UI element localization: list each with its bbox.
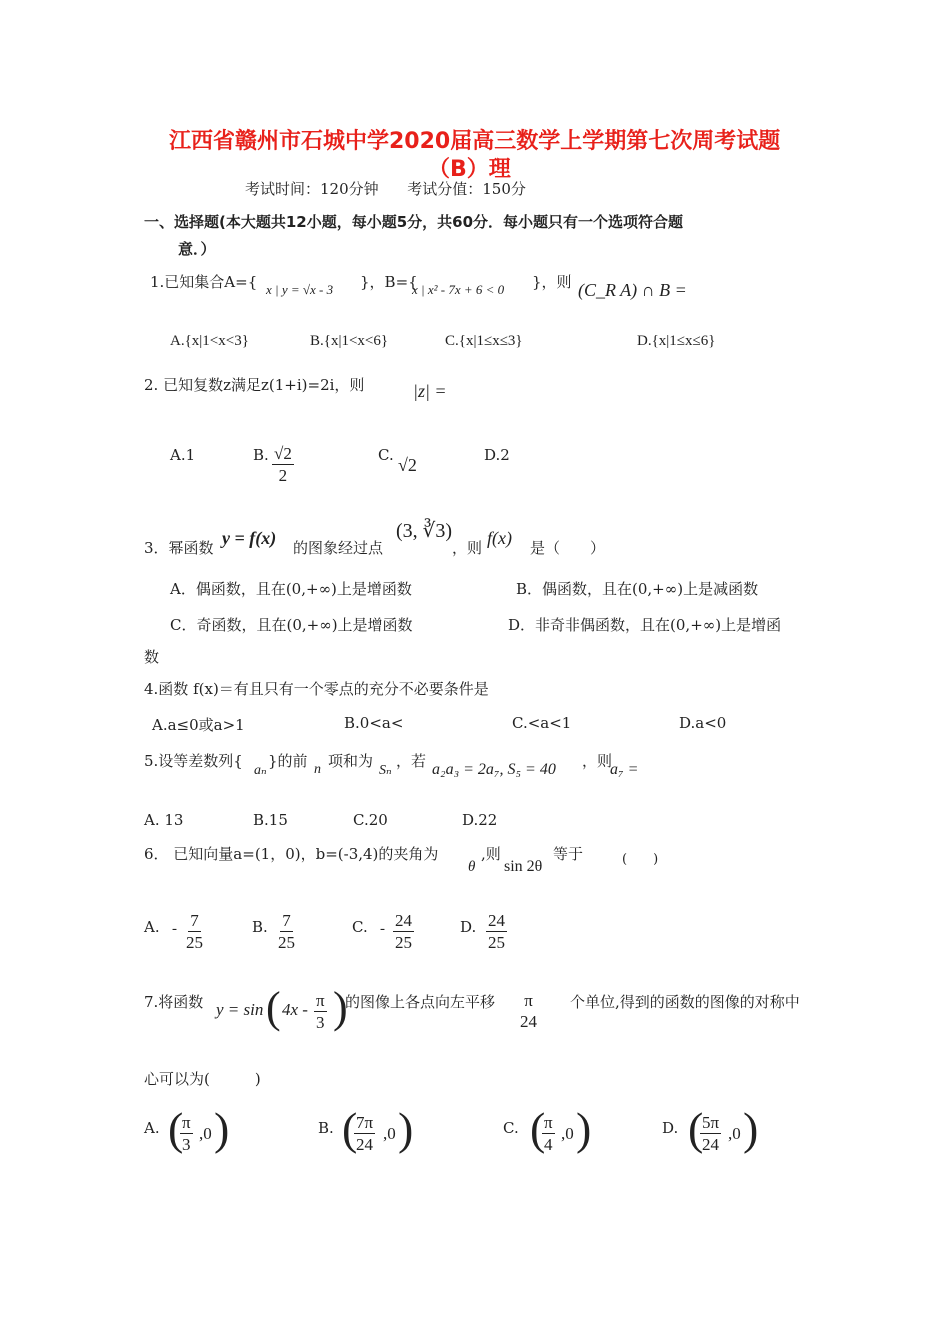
q6-option-c: C. xyxy=(352,918,368,936)
q3-text-2: ，则 xyxy=(452,539,483,557)
q7-a-lparen: ( xyxy=(168,1103,184,1154)
q6-text-3: 等于 xyxy=(553,845,584,863)
q7-option-b: B. xyxy=(318,1119,334,1137)
q2-expression: |z| = xyxy=(413,381,447,401)
q4-option-c: C.<a<1 xyxy=(512,714,572,732)
q7-option-a: A. xyxy=(144,1119,160,1137)
q6-text-1: 6． 已知向量a=(1，0)，b=(-3,4)的夹角为 xyxy=(144,845,439,863)
q3-option-d-continued: 数 xyxy=(144,648,160,666)
q7-d-lparen: ( xyxy=(688,1103,704,1154)
q6-option-a: A. xyxy=(144,918,160,936)
q6-option-b: B. xyxy=(252,918,268,936)
q7-function xyxy=(216,1000,263,1020)
q2-text: 2. 已知复数z满足z(1+i)=2i，则 xyxy=(144,376,365,394)
q5-an: aₙ xyxy=(254,763,267,778)
q7-c-zero: ,0 xyxy=(561,1124,574,1143)
q7-left-paren: ( xyxy=(266,983,281,1032)
q7-d-numerator: 5π xyxy=(702,1113,720,1132)
q6-a-fraction xyxy=(184,910,205,953)
q2-b-denominator: 2 xyxy=(278,466,288,485)
q7-a-denominator: 3 xyxy=(182,1135,191,1154)
q5-text-1: }的前 xyxy=(268,752,308,770)
q1-option-c: C.{x|1≤x≤3} xyxy=(445,333,523,349)
q5-condition: a₂a₃ = 2a₇, S₅ = 40 xyxy=(432,761,556,778)
q7-b-rparen: ) xyxy=(398,1103,414,1154)
q2-option-d: D.2 xyxy=(484,446,510,464)
q7-c-numerator: π xyxy=(544,1113,553,1132)
q5-text-3: ，若 xyxy=(396,752,427,770)
q3-option-d: D．非奇非偶函数，且在(0,+∞)上是增函 xyxy=(508,616,782,634)
q5-prefix: 5.设等差数列{ xyxy=(144,752,243,770)
q7-text-1: 的图像上各点向左平移 xyxy=(345,993,496,1011)
q6-sin: sin 2θ xyxy=(504,858,543,875)
q6-theta: θ xyxy=(468,859,476,875)
q1-set-a: x | y = √x - 3 xyxy=(266,282,334,297)
q3-text-1: 的图象经过点 xyxy=(293,539,384,557)
q3-option-b: B．偶函数，且在(0,+∞)上是减函数 xyxy=(516,580,759,598)
q1-post: }，则 xyxy=(532,273,572,291)
q1-option-a: A.{x|1<x<3} xyxy=(170,333,249,349)
q2-b-numerator: √2 xyxy=(274,444,292,463)
q7-b-fraction xyxy=(354,1112,375,1155)
q7-pi: π xyxy=(316,991,325,1010)
document-title-line2: （B）理 xyxy=(428,157,511,182)
q7-c-rparen: ) xyxy=(576,1103,592,1154)
q6-b-fraction xyxy=(276,910,297,953)
q6-a-denominator: 25 xyxy=(186,933,203,952)
q6-a-sign: - xyxy=(172,921,177,937)
q7-prefix: 7.将函数 xyxy=(144,993,204,1011)
q6-d-denominator: 25 xyxy=(488,933,505,952)
q5-option-c: C.20 xyxy=(353,811,388,829)
q1-set-b: x | x² - 7x + 6 < 0 xyxy=(412,282,505,297)
q4-option-b: B.0<a< xyxy=(344,714,404,732)
q6-d-numerator: 24 xyxy=(488,911,505,930)
q3-prefix: 3．幂函数 xyxy=(144,539,214,557)
q5-option-a: A. 13 xyxy=(144,811,184,829)
q6-d-fraction xyxy=(486,910,507,953)
q6-b-denominator: 25 xyxy=(278,933,295,952)
q4-text: 4.函数 f(x)＝有且只有一个零点的充分不必要条件是 xyxy=(144,680,489,698)
q7-text-2: 个单位,得到的函数的图像的对称中 xyxy=(570,993,800,1011)
q7-b-lparen: ( xyxy=(342,1103,358,1154)
q7-right-paren: ) xyxy=(333,983,348,1032)
exam-info: 考试时间：120分钟 考试分值：150分 xyxy=(245,180,526,198)
q3-text-3: 是（ ） xyxy=(530,539,606,557)
q7-c-denominator: 4 xyxy=(544,1135,553,1154)
q7-c-fraction xyxy=(542,1112,555,1155)
q7-b-zero: ,0 xyxy=(383,1124,396,1143)
q7-func-inner: 4x - xyxy=(282,1000,308,1019)
q5-n: n xyxy=(314,762,321,777)
q6-c-fraction xyxy=(393,910,414,953)
q7-option-c: C. xyxy=(503,1119,519,1137)
q4-option-a: A.a≤0或a>1 xyxy=(152,716,245,734)
q7-b-denominator: 24 xyxy=(356,1135,374,1154)
q7-a-fraction xyxy=(180,1112,193,1155)
q3-function: y = f(x) xyxy=(222,528,277,548)
q7-a-zero: ,0 xyxy=(199,1124,212,1143)
q7-a-numerator: π xyxy=(182,1113,191,1132)
q5-a7: a₇ = xyxy=(610,761,639,778)
q3-point: (3, ∛3) xyxy=(396,520,453,542)
q7-func-pre: y = sin xyxy=(216,1000,264,1019)
document-title-line1: 江西省赣州市石城中学2020届高三数学上学期第七次周考试题 xyxy=(169,129,781,154)
q5-option-b: B.15 xyxy=(253,811,288,829)
q2-option-c: C. xyxy=(378,446,394,464)
q3-option-c: C．奇函数，且在(0,+∞)上是增函数 xyxy=(170,616,413,634)
q7-text-3: 心可以为( ) xyxy=(144,1070,261,1088)
q1-prefix: 1.已知集合A={ xyxy=(150,273,258,291)
q5-text-4: ，则 xyxy=(582,752,613,770)
q7-d-fraction xyxy=(700,1112,721,1155)
q1-expression: (C_R A) ∩ B = xyxy=(578,280,687,300)
q7-b-numerator: 7π xyxy=(356,1113,374,1132)
q5-sn: Sₙ xyxy=(379,763,392,778)
q1-mid: }，B={ xyxy=(360,273,418,291)
q2-option-c-value: √2 xyxy=(398,455,417,475)
q6-text-2: ,则 xyxy=(481,845,501,863)
q6-c-denominator: 25 xyxy=(395,933,412,952)
q3-option-a: A．偶函数，且在(0,+∞)上是增函数 xyxy=(170,580,412,598)
q7-d-rparen: ) xyxy=(743,1103,759,1154)
q7-d-zero: ,0 xyxy=(728,1124,741,1143)
section-heading-line1: 一、选择题(本大题共12小题，每小题5分，共60分．每小题只有一个选项符合题 xyxy=(144,213,684,231)
q5-text-2: 项和为 xyxy=(328,752,374,770)
q7-option-d: D. xyxy=(662,1119,679,1137)
q7-c-lparen: ( xyxy=(530,1103,546,1154)
q6-c-numerator: 24 xyxy=(395,911,412,930)
q3-function-2: f(x) xyxy=(487,528,512,548)
q1-option-b: B.{x|1<x<6} xyxy=(310,333,389,349)
q6-answer-blank: ( ) xyxy=(622,852,659,867)
q7-shift-numerator: π xyxy=(524,991,533,1010)
q7-shift-fraction xyxy=(518,990,539,1032)
q2-option-b: B. xyxy=(253,446,269,464)
q4-option-d: D.a<0 xyxy=(679,714,727,732)
q2-option-b-fraction xyxy=(272,443,294,486)
q7-three: 3 xyxy=(316,1013,325,1032)
q5-option-d: D.22 xyxy=(462,811,498,829)
q7-d-denominator: 24 xyxy=(702,1135,720,1154)
q7-func-fraction xyxy=(314,990,327,1033)
q2-option-a: A.1 xyxy=(170,446,196,464)
q7-shift-denominator: 24 xyxy=(520,1012,537,1031)
q6-c-sign: - xyxy=(380,921,385,937)
q1-option-d: D.{x|1≤x≤6} xyxy=(637,333,716,349)
q6-option-d: D. xyxy=(460,918,477,936)
q6-b-numerator: 7 xyxy=(282,911,291,930)
section-heading-line2: 意．） xyxy=(178,240,216,258)
q6-a-numerator: 7 xyxy=(190,911,199,930)
q7-a-rparen: ) xyxy=(214,1103,230,1154)
